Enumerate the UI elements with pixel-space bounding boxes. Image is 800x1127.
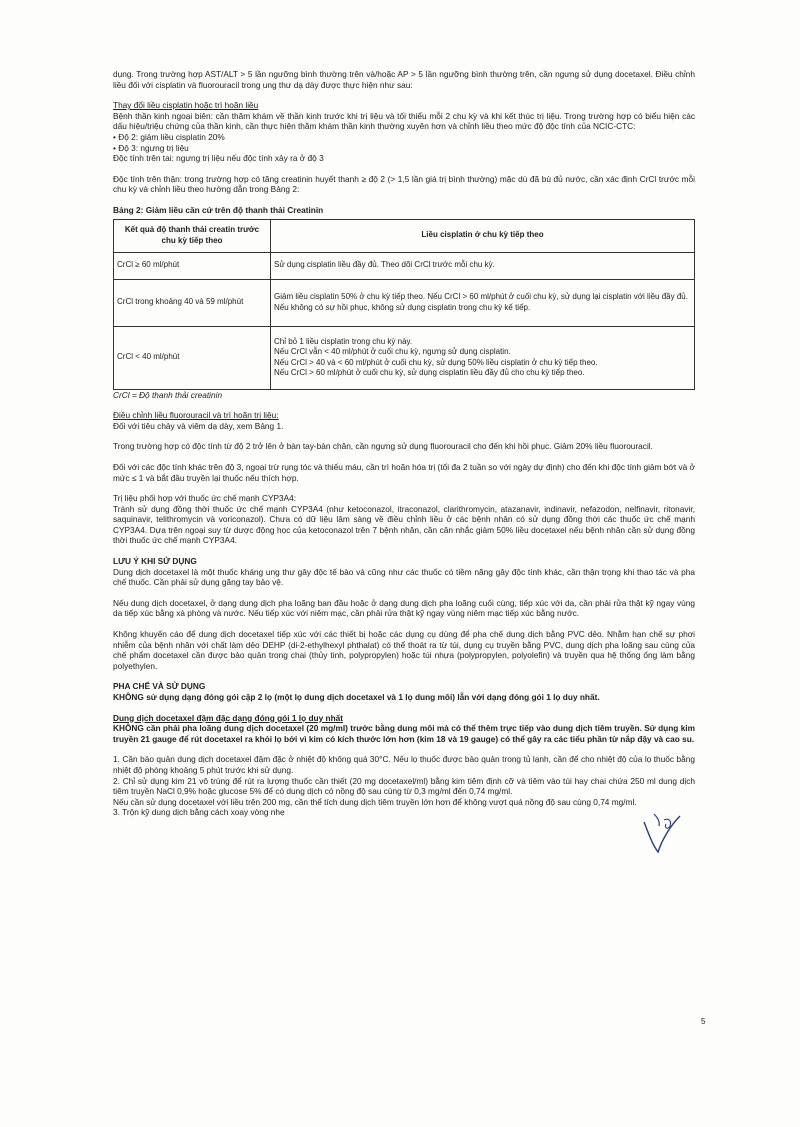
section-heading: LƯU Ý KHI SỬ DỤNG	[113, 556, 197, 567]
page-content	[113, 69, 695, 818]
table-cell: CrCl trong khoảng 40 và 59 ml/phút	[114, 279, 271, 326]
page-number: 5	[701, 1017, 706, 1026]
list-item: 3. Trộn kỹ dung dịch bằng cách xoay vòng nhẹ	[113, 807, 285, 818]
table-header-cell: Kết quả độ thanh thải creatin trước chu kỳ tiếp theo	[114, 219, 271, 252]
list-item: 1. Cần bảo quản dung dịch docetaxel đậm đặc ở nhiệt độ không quá 30°C. Nếu lọ thuốc được bảo quản trong tủ lạnh, cần để cho nhiệt độ của lọ thuốc bằng nhiệt độ phòng khoảng 5 phút trước khi sử dụng.	[113, 754, 695, 775]
table-note: CrCl = Độ thanh thải creatinin	[113, 389, 223, 400]
cell-line: Nếu CrCl > 40 và < 60 ml/phút ở cuối chu kỳ, sử dụng 50% liều cisplatin ở chu kỳ tiếp theo.	[274, 357, 598, 367]
cell-line: Nếu CrCl vẫn < 40 ml/phút ở cuối chu kỳ, ngưng sử dụng cisplatin.	[274, 347, 511, 357]
section-heading: Thay đổi liều cisplatin hoặc trì hoãn liều	[113, 100, 259, 111]
table-cell: Sử dụng cisplatin liều đầy đủ. Theo dõi CrCl trước mỗi chu kỳ.	[271, 252, 695, 279]
paragraph: Dung dịch docetaxel là một thuốc kháng ung thư gây độc tế bào và cũng như các thuốc có tiềm năng gây độc tính khác, cần thận trọng khi thao tác và pha chế thuốc. Cần phải sử dụng găng tay bảo vệ.	[113, 566, 695, 588]
paragraph: Nếu cần sử dụng docetaxel với liều trên 200 mg, cần thể tích dung dịch tiêm truyền lớn hơn để không vượt quá nồng độ sau cùng 0,74 mg/ml.	[113, 796, 637, 807]
paragraph: Đối với tiêu chảy và viêm dạ dày, xem Bảng 1.	[113, 420, 284, 431]
paragraph: Bệnh thần kinh ngoại biên: cần thăm khám về thần kinh trước khi trị liệu và tối thiểu mỗi 2 chu kỳ và khi kết thúc trị liệu. Trong trường hợp có biểu hiện các dấu hiệu/triệu chứng của thần kinh, cần thực hiện thăm khám thần kinh thường xuyên hơn và chỉnh liều theo mức độ độc tính của NCIC-CTC:	[113, 110, 695, 132]
table-cell	[271, 326, 695, 389]
cell-line: Giảm liều cisplatin 50% ở chu kỳ tiếp theo. Nếu CrCl > 60 ml/phút ở cuối chu kỳ, sử dụng lại cisplatin với liều đầy đủ.	[274, 292, 688, 302]
table-cell	[271, 279, 695, 326]
paragraph: dụng. Trong trường hợp AST/ALT > 5 lần ngưỡng bình thường trên và/hoặc AP > 5 lần ngưỡng bình thường trên, cần ngưng sử dụng docetaxel. Điều chỉnh liều đối với cisplatin và fluorouracil trong ung thư dạ dày được thực hiện như sau:	[113, 69, 695, 90]
table-header-cell: Liều cisplatin ở chu kỳ tiếp theo	[271, 219, 695, 252]
table-row	[114, 279, 695, 326]
paragraph: Không khuyến cáo để dung dịch docetaxel tiếp xúc với các thiết bị hoặc các dụng cụ dùng để pha chế dung dịch bằng PVC dẻo. Nhằm hạn chế sự phơi nhiễm của bệnh nhân với chất làm dẻo DEHP (di-2-ethylhexyl phthalat) có thể thoát ra từ túi, dụng cụ truyền bằng PVC, dung dịch pha loãng sau cùng của chế phẩm docetaxel cần được bảo quản trong chai (thủy tinh, polypropylen) hoặc túi nhựa (polypropylen, polyolefin) và truyền qua hệ thống ống làm bằng polyethylen.	[113, 629, 695, 671]
list-item: 2. Chỉ sử dụng kim 21 vô trùng để rút ra lượng thuốc cần thiết (20 mg docetaxel/ml) bằng kim tiêm định cỡ và tiêm vào túi hay chai chứa 250 ml dung dịch tiêm truyền NaCl 0,9% hoặc glucose 5% để có dung dịch có nồng độ sau cùng từ 0,3 mg/ml đến 0,74 mg/ml.	[113, 775, 695, 797]
list-item: • Độ 3: ngưng trị liệu	[113, 142, 189, 153]
table-row	[114, 252, 695, 279]
paragraph: KHÔNG sử dụng dạng đóng gói cặp 2 lọ (một lọ dung dịch docetaxel và 1 lọ dung môi) lẫn với dạng đóng gói 1 lọ duy nhất.	[113, 692, 600, 702]
list-item: • Độ 2: giảm liều cisplatin 20%	[113, 131, 225, 142]
paragraph: Trong trường hợp có độc tính từ độ 2 trở lên ở bàn tay-bàn chân, cần ngưng sử dụng fluorouracil cho đến khi hồi phục. Giảm 20% liều fluorouracil.	[113, 441, 653, 452]
table-row	[114, 326, 695, 389]
cell-line: Chỉ bỏ 1 liều cisplatin trong chu kỳ này.	[274, 337, 413, 347]
section-heading: Dung dịch docetaxel đậm đặc dạng đóng gói 1 lọ duy nhất	[113, 712, 344, 723]
table-cell: CrCl ≥ 60 ml/phút	[114, 252, 271, 279]
cell-line: Nếu không có sự hồi phục, không sử dụng cisplatin trong chu kỳ kế tiếp.	[274, 302, 531, 312]
paragraph: Độc tính trên thận: trong trường hợp có tăng creatinin huyết thanh ≥ độ 2 (> 1,5 lần giá trị bình thường) mặc dù đã bù đủ nước, cần xác định CrCl trước mỗi chu kỳ và chỉnh liều theo hướng dẫn trong Bảng 2:	[113, 173, 695, 195]
paragraph: Độc tính trên tai: ngưng trị liệu nếu độc tính xảy ra ở độ 3	[113, 153, 324, 164]
section-heading: PHA CHẾ VÀ SỬ DỤNG	[113, 681, 206, 692]
paragraph: Trị liệu phối hợp với thuốc ức chế mạnh CYP3A4:	[113, 493, 297, 504]
table-header-row	[114, 219, 695, 252]
cell-line: Nếu CrCl > 60 ml/phút ở cuối chu kỳ, sử dụng cisplatin liều đầy đủ cho chu kỳ tiếp theo.	[274, 367, 585, 377]
section-heading: Điều chỉnh liều fluorouracil và trì hoãn trị liệu:	[113, 410, 279, 421]
table-caption: Bảng 2: Giảm liều căn cứ trên độ thanh thải Creatinin	[113, 204, 324, 215]
creatinine-dose-table	[113, 219, 695, 390]
handwritten-signature	[640, 808, 690, 858]
paragraph: Tránh sử dụng đồng thời thuốc ức chế mạnh CYP3A4 (như ketoconazol, itraconazol, clarithromycin, atazanavir, indinavir, nefazodon, nelfinavir, ritonavir, saquinavir, telithromycin và voriconazol). Chưa có dữ liệu lâm sàng về điều chỉnh liều ở các bệnh nhân có sử dụng đồng thời các thuốc ức chế mạnh CYP3A4. Dựa trên ngoại suy từ dược động học của ketoconazol trên 7 bệnh nhân, cần cân nhắc giảm 50% liều docetaxel nếu bệnh nhân cần sử dụng đồng thời thuốc ức chế mạnh CYP3A4.	[113, 503, 695, 546]
table-cell: CrCl < 40 ml/phút	[114, 326, 271, 389]
paragraph: KHÔNG cần phải pha loãng dung dịch docetaxel (20 mg/ml) trước bằng dung môi mà có thể thêm trực tiếp vào dung dịch tiêm truyền. Sử dụng kim truyền 21 gauge để rút docetaxel ra khỏi lọ bởi vì kim có kích thước lớn hơn (kim 18 và 19 gauge) có thể gây ra các tiểu phần từ nắp đậy và cao su.	[113, 723, 695, 744]
paragraph: Đối với các độc tính khác trên độ 3, ngoại trừ rụng tóc và thiếu máu, cần trì hoãn hóa trị (tối đa 2 tuần so với ngày dự định) cho đến khi độc tính giảm bớt và ở mức ≤ 1 và bắt đầu truyền lại thuốc nếu thích hợp.	[113, 461, 695, 483]
paragraph: Nếu dung dịch docetaxel, ở dạng dung dịch pha loãng ban đầu hoặc ở dạng dung dịch pha loãng cuối cùng, tiếp xúc với da, cần phải rửa thật kỹ ngay vùng da tiếp xúc bằng xà phòng và nước. Nếu tiếp xúc với niêm mạc, cần phải rửa thật kỹ ngay vùng niêm mạc tiếp xúc bằng nước.	[113, 597, 695, 619]
